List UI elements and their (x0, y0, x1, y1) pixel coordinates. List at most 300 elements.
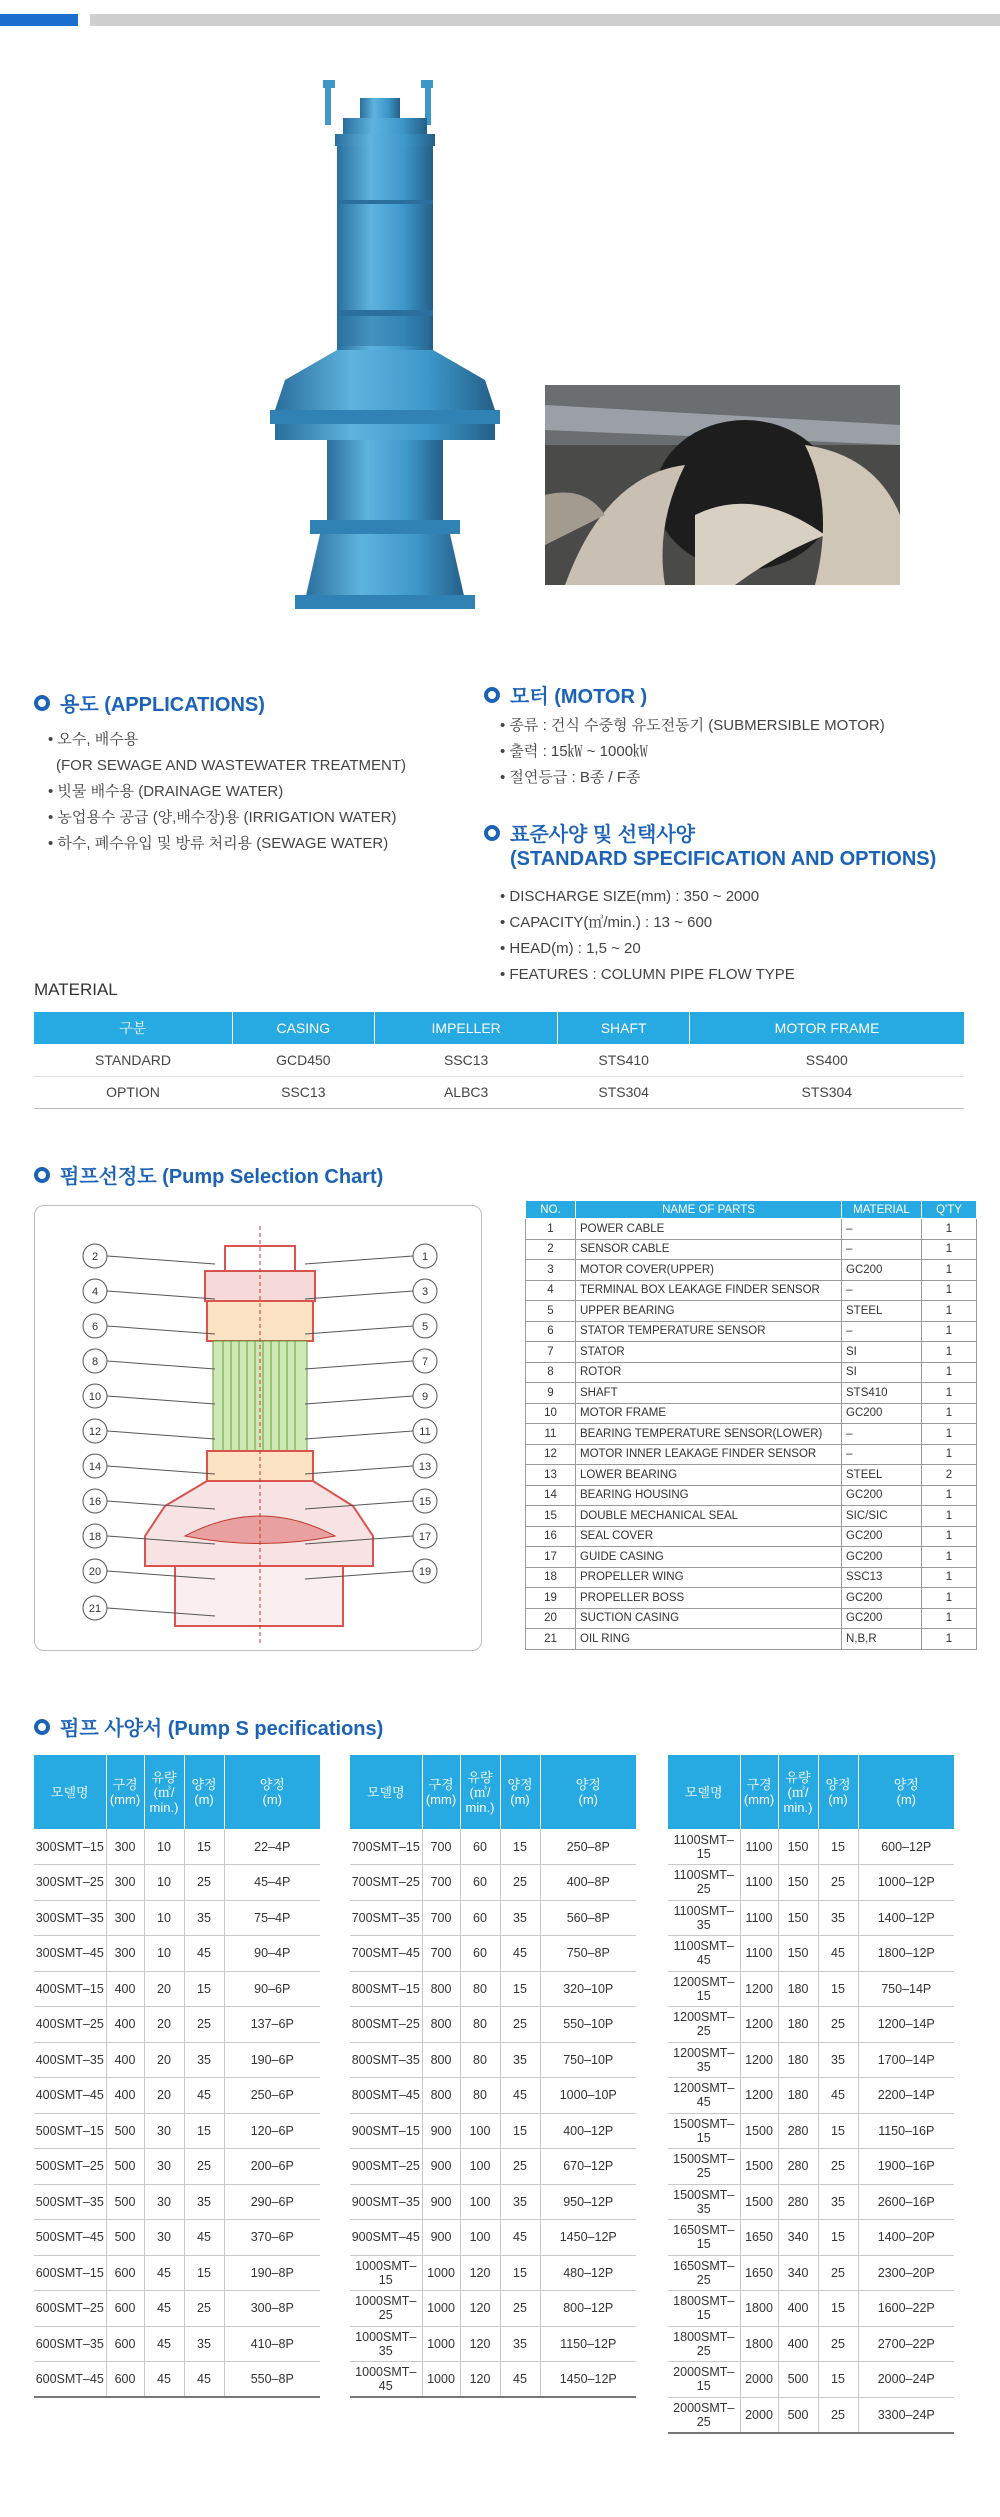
table-cell: SUCTION CASING (576, 1608, 842, 1629)
table-cell: 25 (500, 1865, 540, 1901)
table-cell: 45 (184, 2220, 224, 2256)
table-cell: OPTION (34, 1076, 232, 1108)
table-row (350, 1936, 636, 1972)
table-cell: 120 (460, 2362, 500, 2398)
column-header: Q'TY (922, 1201, 977, 1219)
table-cell: 340 (778, 2255, 818, 2291)
table-cell: 1500SMT–25 (668, 2149, 740, 2185)
table-cell: 1500 (740, 2113, 778, 2149)
table-cell: 35 (500, 1900, 540, 1936)
table-cell: 2600–16P (858, 2184, 954, 2220)
table-cell: LOWER BEARING (576, 1465, 842, 1486)
callout-number: 11 (419, 1426, 431, 1438)
callout-leader (107, 1326, 215, 1334)
table-cell: 400 (106, 2078, 144, 2114)
table-cell: – (842, 1239, 922, 1260)
table-cell: 340 (778, 2220, 818, 2256)
table-cell: 150 (778, 1829, 818, 1865)
table-cell: 13 (526, 1465, 576, 1486)
table-cell: 1000 (422, 2291, 460, 2327)
table-cell: 500 (106, 2113, 144, 2149)
table-cell: 1 (922, 1588, 977, 1609)
table-cell: 1 (922, 1403, 977, 1424)
table-header-row (34, 1755, 320, 1829)
table-cell: 11 (526, 1424, 576, 1445)
material-caption: MATERIAL (34, 980, 118, 999)
table-cell: 500SMT–35 (34, 2184, 106, 2220)
table-cell: 700SMT–15 (350, 1829, 422, 1865)
table-row (668, 2184, 954, 2220)
callout-leader (107, 1256, 215, 1264)
standard-spec-list (500, 884, 795, 988)
table-cell: 1 (922, 1219, 977, 1240)
table-cell: 30 (144, 2184, 184, 2220)
table-row (668, 2397, 954, 2433)
table-cell: 137–6P (224, 2007, 320, 2043)
table-cell: 900 (422, 2184, 460, 2220)
table-cell: 1700–14P (858, 2042, 954, 2078)
table-cell: 1 (922, 1547, 977, 1568)
table-cell: 2000 (740, 2362, 778, 2398)
table-cell: 1 (922, 1506, 977, 1527)
table-cell: – (842, 1219, 922, 1240)
table-row (350, 1971, 636, 2007)
table-row (668, 2078, 954, 2114)
table-cell: 1000–10P (540, 2078, 636, 2114)
table-cell: 1 (526, 1219, 576, 1240)
table-row (350, 2255, 636, 2291)
table-cell: SIC/SIC (842, 1506, 922, 1527)
table-cell: 45 (500, 2362, 540, 2398)
table-cell: 45 (144, 2255, 184, 2291)
column-header: 모델명 (668, 1755, 740, 1829)
table-row (34, 2149, 320, 2185)
table-row (34, 1044, 964, 1076)
table-cell: 45 (144, 2326, 184, 2362)
table-cell: 900SMT–35 (350, 2184, 422, 2220)
column-header: 구경 (mm) (422, 1755, 460, 1829)
table-row (350, 2326, 636, 2362)
table-row (526, 1280, 977, 1301)
table-cell: 20 (144, 2078, 184, 2114)
table-cell: 35 (818, 1900, 858, 1936)
list-item: • 출력 : 15㎾ ~ 1000㎾ (500, 743, 649, 760)
table-cell: STS410 (558, 1044, 690, 1076)
callout-number: 5 (421, 1321, 429, 1333)
table-cell: 1000SMT–15 (350, 2255, 422, 2291)
table-cell: 25 (184, 2291, 224, 2327)
table-row (34, 1076, 964, 1108)
callout-number: 18 (88, 1531, 102, 1543)
table-cell: 1000SMT–25 (350, 2291, 422, 2327)
table-cell: 1 (922, 1383, 977, 1404)
table-cell: GC200 (842, 1485, 922, 1506)
table-cell: 1450–12P (540, 2220, 636, 2256)
table-cell: 30 (144, 2220, 184, 2256)
table-cell: 8 (526, 1362, 576, 1383)
motor-title: 모터 (MOTOR ) (484, 680, 647, 709)
table-cell: 18 (526, 1567, 576, 1588)
standard-spec-subtitle: (STANDARD SPECIFICATION AND OPTIONS) (510, 848, 937, 870)
table-cell: 300SMT–45 (34, 1936, 106, 1972)
table-row (526, 1588, 977, 1609)
table-cell: 1200 (740, 2042, 778, 2078)
table-cell: 2000SMT–15 (668, 2362, 740, 2398)
table-cell: 80 (460, 2078, 500, 2114)
table-cell: 300SMT–35 (34, 1900, 106, 1936)
table-cell: 900 (422, 2113, 460, 2149)
callout-number: 2 (91, 1251, 99, 1263)
table-cell: 1200 (740, 2078, 778, 2114)
spec-table-2 (350, 1755, 636, 2398)
table-cell: 1800SMT–25 (668, 2326, 740, 2362)
table-cell: OIL RING (576, 1629, 842, 1650)
table-cell: 35 (818, 2042, 858, 2078)
table-cell: 300SMT–15 (34, 1829, 106, 1865)
table-cell: 15 (500, 2255, 540, 2291)
table-cell: 1100 (740, 1829, 778, 1865)
table-cell: 400SMT–35 (34, 2042, 106, 2078)
table-cell: 30 (144, 2149, 184, 2185)
spec-table-2-wrap (350, 1755, 636, 2398)
table-row (668, 1971, 954, 2007)
table-cell: 400 (778, 2326, 818, 2362)
table-cell: 45 (184, 2078, 224, 2114)
table-cell: 60 (460, 1936, 500, 1972)
table-cell: 1 (922, 1567, 977, 1588)
table-row (350, 1829, 636, 1865)
section-bullet-icon (34, 1167, 50, 1183)
table-cell: 900 (422, 2149, 460, 2185)
table-cell: 45 (144, 2291, 184, 2327)
table-cell: 2000 (740, 2397, 778, 2433)
table-cell: 10 (144, 1829, 184, 1865)
column-header: SHAFT (558, 1012, 690, 1044)
table-row (34, 2326, 320, 2362)
material-table (34, 1012, 964, 1109)
table-cell: 500 (778, 2362, 818, 2398)
table-cell: 1500 (740, 2149, 778, 2185)
table-cell: 25 (500, 2007, 540, 2043)
callout-leader (305, 1256, 413, 1264)
table-cell: 45 (818, 2078, 858, 2114)
table-row (350, 2007, 636, 2043)
list-item: • 오수, 배수용 (48, 731, 139, 748)
table-cell: 670–12P (540, 2149, 636, 2185)
table-cell: 3300–24P (858, 2397, 954, 2433)
table-cell: 3 (526, 1260, 576, 1281)
table-cell: 1000SMT–35 (350, 2326, 422, 2362)
table-cell: 45 (500, 2220, 540, 2256)
table-cell: 15 (818, 1971, 858, 2007)
callout-number: 7 (421, 1356, 429, 1368)
table-row (668, 2042, 954, 2078)
table-cell: 15 (818, 2220, 858, 2256)
table-cell: STATOR TEMPERATURE SENSOR (576, 1321, 842, 1342)
list-item: • DISCHARGE SIZE(mm) : 350 ~ 2000 (500, 888, 760, 905)
table-row (526, 1383, 977, 1404)
table-cell: 1 (922, 1424, 977, 1445)
table-cell: 25 (184, 1865, 224, 1901)
table-cell: 300 (106, 1900, 144, 1936)
table-cell: 1500SMT–15 (668, 2113, 740, 2149)
table-cell: MOTOR INNER LEAKAGE FINDER SENSOR (576, 1444, 842, 1465)
table-cell: 25 (818, 2255, 858, 2291)
callout-number: 16 (88, 1496, 102, 1508)
table-cell: 600 (106, 2291, 144, 2327)
spec-table-1 (34, 1755, 320, 2398)
table-cell: 800 (422, 1971, 460, 2007)
table-row (526, 1342, 977, 1363)
table-row (526, 1239, 977, 1260)
table-row (34, 1829, 320, 1865)
table-cell: 35 (500, 2184, 540, 2220)
table-cell: 400SMT–25 (34, 2007, 106, 2043)
table-cell: 190–8P (224, 2255, 320, 2291)
table-cell: 600SMT–45 (34, 2362, 106, 2398)
table-cell: POWER CABLE (576, 1219, 842, 1240)
table-cell: 120 (460, 2326, 500, 2362)
table-cell: 1100 (740, 1900, 778, 1936)
table-cell: 1450–12P (540, 2362, 636, 2398)
callout-leader (107, 1431, 215, 1439)
table-cell: 900 (422, 2220, 460, 2256)
callout-leader (305, 1361, 413, 1369)
table-cell: 700SMT–35 (350, 1900, 422, 1936)
table-cell: 1650 (740, 2220, 778, 2256)
table-row (350, 2113, 636, 2149)
table-header-row (526, 1201, 977, 1219)
table-cell: 900SMT–15 (350, 2113, 422, 2149)
table-cell: 300 (106, 1865, 144, 1901)
list-item: • 빗물 배수용 (DRAINAGE WATER) (48, 783, 284, 800)
motor-list (500, 713, 885, 791)
table-cell: 560–8P (540, 1900, 636, 1936)
table-cell: 1200SMT–45 (668, 2078, 740, 2114)
table-row (526, 1444, 977, 1465)
table-cell: 100 (460, 2184, 500, 2220)
list-item: • CAPACITY(㎥/min.) : 13 ~ 600 (500, 914, 713, 931)
callout-number: 6 (91, 1321, 99, 1333)
table-cell: 1200SMT–25 (668, 2007, 740, 2043)
table-cell: 45 (818, 1936, 858, 1972)
table-cell: 4 (526, 1280, 576, 1301)
table-cell: 180 (778, 1971, 818, 2007)
table-row (526, 1260, 977, 1281)
table-cell: 1650SMT–25 (668, 2255, 740, 2291)
header-divider-bar (90, 14, 1000, 26)
table-row (526, 1424, 977, 1445)
table-cell: 45 (184, 2362, 224, 2398)
table-cell: 950–12P (540, 2184, 636, 2220)
table-cell: 800 (422, 2042, 460, 2078)
table-cell: 35 (500, 2042, 540, 2078)
table-cell: 80 (460, 2042, 500, 2078)
table-cell: N,B,R (842, 1629, 922, 1650)
table-row (350, 2042, 636, 2078)
table-cell: 700 (422, 1936, 460, 1972)
table-cell: 15 (500, 2113, 540, 2149)
table-cell: 250–8P (540, 1829, 636, 1865)
table-row (350, 2078, 636, 2114)
table-row (34, 1971, 320, 2007)
table-row (34, 1865, 320, 1901)
table-cell: 1100SMT–45 (668, 1936, 740, 1972)
table-cell: 190–6P (224, 2042, 320, 2078)
table-row (526, 1629, 977, 1650)
table-cell: 600SMT–25 (34, 2291, 106, 2327)
table-cell: 1200 (740, 1971, 778, 2007)
table-cell: 320–10P (540, 1971, 636, 2007)
column-header: 구분 (34, 1012, 232, 1044)
table-cell: SSC13 (842, 1567, 922, 1588)
table-row (34, 2113, 320, 2149)
callout-number: 12 (88, 1426, 102, 1438)
table-cell: 1150–12P (540, 2326, 636, 2362)
table-cell: 600SMT–15 (34, 2255, 106, 2291)
parts-table (525, 1200, 977, 1650)
table-cell: 7 (526, 1342, 576, 1363)
table-cell: UPPER BEARING (576, 1301, 842, 1322)
table-cell: 25 (184, 2007, 224, 2043)
table-cell: 800SMT–35 (350, 2042, 422, 2078)
table-cell: 500SMT–25 (34, 2149, 106, 2185)
table-cell: 60 (460, 1865, 500, 1901)
table-cell: 600 (106, 2326, 144, 2362)
callout-leader (107, 1361, 215, 1369)
table-cell: 1100SMT–25 (668, 1865, 740, 1901)
list-item: • FEATURES : COLUMN PIPE FLOW TYPE (500, 966, 795, 983)
specifications-title: 펌프 사양서 (Pump S pecifications) (34, 1712, 383, 1741)
table-cell: 35 (500, 2326, 540, 2362)
section-bullet-icon (34, 1719, 50, 1735)
table-cell: 200–6P (224, 2149, 320, 2185)
table-cell: – (842, 1280, 922, 1301)
table-cell: 16 (526, 1526, 576, 1547)
table-cell: 1 (922, 1444, 977, 1465)
table-cell: 12 (526, 1444, 576, 1465)
table-cell: 2700–22P (858, 2326, 954, 2362)
table-cell: PROPELLER WING (576, 1567, 842, 1588)
table-cell: 750–8P (540, 1936, 636, 1972)
table-cell: 1 (922, 1260, 977, 1281)
table-header-row (34, 1012, 964, 1044)
list-item: • HEAD(m) : 1,5 ~ 20 (500, 940, 641, 957)
column-header: NO. (526, 1201, 576, 1219)
table-cell: 25 (818, 2326, 858, 2362)
spec-table-1-wrap (34, 1755, 320, 2398)
callout-leader (305, 1466, 413, 1474)
table-cell: 30 (144, 2113, 184, 2149)
table-row (34, 2078, 320, 2114)
table-row (668, 2362, 954, 2398)
table-cell: SENSOR CABLE (576, 1239, 842, 1260)
table-cell: SS400 (690, 1044, 964, 1076)
callout-leader (305, 1431, 413, 1439)
table-cell: 150 (778, 1936, 818, 1972)
table-cell: 700 (422, 1900, 460, 1936)
callout-number: 13 (418, 1461, 432, 1473)
table-row (526, 1321, 977, 1342)
table-cell: 180 (778, 2007, 818, 2043)
table-row (34, 2007, 320, 2043)
table-cell: 1 (922, 1526, 977, 1547)
table-cell: – (842, 1424, 922, 1445)
table-cell: 25 (818, 2149, 858, 2185)
table-cell: 80 (460, 2007, 500, 2043)
table-row (526, 1567, 977, 1588)
table-cell: 1200SMT–15 (668, 1971, 740, 2007)
callout-leader (305, 1326, 413, 1334)
table-cell: 1800SMT–15 (668, 2291, 740, 2327)
table-cell: 1100 (740, 1865, 778, 1901)
table-cell: 800–12P (540, 2291, 636, 2327)
column-header: 유량 (㎥/ min.) (460, 1755, 500, 1829)
callout-number: 14 (88, 1461, 102, 1473)
table-cell: BEARING HOUSING (576, 1485, 842, 1506)
table-cell: 300 (106, 1936, 144, 1972)
table-row (34, 2184, 320, 2220)
table-cell: 10 (144, 1900, 184, 1936)
callout-number: 20 (88, 1566, 102, 1578)
table-cell: 1 (922, 1485, 977, 1506)
table-cell: 25 (500, 2149, 540, 2185)
column-header: 양정 (m) (224, 1755, 320, 1829)
table-cell: 21 (526, 1629, 576, 1650)
table-cell: 10 (144, 1936, 184, 1972)
table-cell: GUIDE CASING (576, 1547, 842, 1568)
table-cell: 20 (526, 1608, 576, 1629)
table-row (668, 1829, 954, 1865)
pump-product-image (265, 80, 505, 620)
table-row (34, 2220, 320, 2256)
callout-leader (107, 1466, 215, 1474)
table-cell: SHAFT (576, 1383, 842, 1404)
table-cell: 2 (922, 1465, 977, 1486)
table-cell: STEEL (842, 1301, 922, 1322)
table-cell: 1 (922, 1608, 977, 1629)
table-cell: 1150–16P (858, 2113, 954, 2149)
table-row (350, 1865, 636, 1901)
table-cell: 1 (922, 1342, 977, 1363)
table-row (350, 2184, 636, 2220)
table-cell: 1800 (740, 2291, 778, 2327)
table-cell: STS304 (690, 1076, 964, 1108)
table-cell: 180 (778, 2042, 818, 2078)
table-cell: 480–12P (540, 2255, 636, 2291)
callout-number: 21 (88, 1603, 102, 1615)
table-cell: 2300–20P (858, 2255, 954, 2291)
table-cell: 800SMT–25 (350, 2007, 422, 2043)
table-cell: GCD450 (232, 1044, 375, 1076)
table-cell: 5 (526, 1301, 576, 1322)
table-cell: 10 (526, 1403, 576, 1424)
table-cell: 25 (184, 2149, 224, 2185)
table-cell: 550–10P (540, 2007, 636, 2043)
table-cell: 35 (184, 2184, 224, 2220)
column-header: 모델명 (350, 1755, 422, 1829)
table-row (668, 2326, 954, 2362)
table-cell: 1000SMT–45 (350, 2362, 422, 2398)
table-header-row (350, 1755, 636, 1829)
table-row (668, 2291, 954, 2327)
table-cell: 10 (144, 1865, 184, 1901)
table-cell: 400–8P (540, 1865, 636, 1901)
column-header: 유량 (㎥/ min.) (778, 1755, 818, 1829)
table-cell: ROTOR (576, 1362, 842, 1383)
column-header: 양정 (m) (540, 1755, 636, 1829)
column-header: 양정 (m) (184, 1755, 224, 1829)
